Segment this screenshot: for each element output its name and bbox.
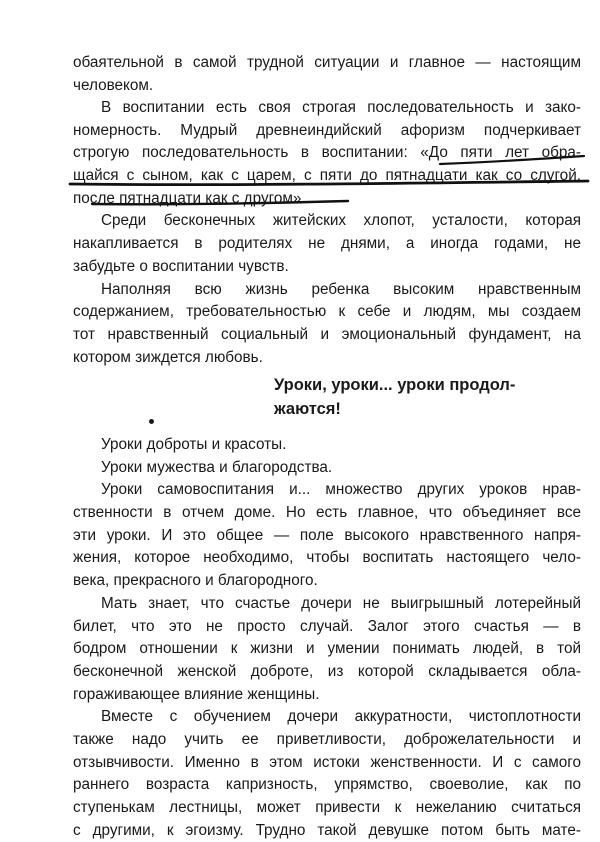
text-line: ственности в отчем доме. Но есть главное, что объединяет все bbox=[73, 504, 581, 522]
text-line: отзывчивости. Именно в этом истоки женственности. И с самого bbox=[73, 753, 581, 771]
text-line: ступенькам лестницы, может привести к нежеланию считаться bbox=[73, 799, 581, 816]
paragraphs-upbringing bbox=[73, 97, 581, 369]
heading-line: Уроки, уроки... уроки продол- bbox=[274, 376, 516, 394]
text-line: номерность. Мудрый древнеиндийский афоризм подчеркивает bbox=[73, 121, 581, 139]
text-line: обаятельной в самой трудной ситуации и главное — настоящим bbox=[73, 54, 581, 71]
text-line: бесконечной женской доброте, из которой складывается обла- bbox=[73, 662, 581, 680]
text-line: тот нравственный социальный и эмоциональный фундамент, на bbox=[73, 325, 581, 343]
text-line: также надо учить ее приветливости, доброжелательности и bbox=[73, 730, 581, 748]
section-heading bbox=[274, 373, 584, 421]
text-line: накапливается в родителях не днями, а иногда годами, не bbox=[73, 235, 581, 253]
text-line: после пятнадцати как с другом». bbox=[73, 189, 306, 207]
text-line: Уроки мужества и благородства. bbox=[101, 458, 333, 476]
text-line: Мать знает, что счастье дочери не выигрышный лотерейный bbox=[101, 594, 581, 612]
text-line: бодром отношении к жизни и умении понимать людей, в той bbox=[73, 640, 581, 658]
text-line: строгую последовательность в воспитании: «До пяти лет обра- bbox=[73, 144, 581, 162]
text-line: раннего возраста капризность, упрямство, своеволие, как по bbox=[73, 776, 581, 794]
text-line: эти уроки. И это общее — поле высокого нравственного напря- bbox=[73, 526, 581, 544]
heading-line: жаются! bbox=[274, 400, 341, 418]
text-line: человеком. bbox=[73, 76, 154, 94]
text-line: с другими, к эгоизму. Трудно такой девушке потом быть мате- bbox=[73, 821, 581, 839]
text-line: жения, которое необходимо, чтобы воспитать настоящего чело- bbox=[73, 549, 581, 567]
paragraph-continuation bbox=[73, 52, 581, 97]
text-line: содержанием, требовательностью к себе и людям, мы создаем bbox=[73, 303, 581, 321]
paragraphs-lessons bbox=[73, 434, 581, 842]
text-line: билет, что это не просто случай. Залог этого счастья — в bbox=[73, 617, 581, 635]
ink-dot bbox=[149, 419, 154, 424]
text-line: Уроки самовоспитания и... множество других уроков нрав- bbox=[101, 481, 581, 499]
text-line: котором зиждется любовь. bbox=[73, 348, 263, 366]
text-line: забудьте о воспитании чувств. bbox=[73, 257, 289, 275]
text-line: щайся с сыном, как с царем, с пяти до пятнадцати как со слугой, bbox=[73, 167, 581, 185]
text-line: Наполняя всю жизнь ребенка высоким нравственным bbox=[101, 280, 581, 298]
text-line: Вместе с обучением дочери аккуратности, чистоплотности bbox=[101, 708, 581, 726]
text-line: В воспитании есть своя строгая последовательность и зако- bbox=[101, 99, 581, 116]
text-line: Среди бесконечных житейских хлопот, усталости, которая bbox=[101, 212, 581, 230]
text-line: Уроки доброты и красоты. bbox=[101, 436, 287, 453]
text-line: гораживающее влияние женщины. bbox=[73, 685, 320, 703]
text-line: века, прекрасного и благородного. bbox=[73, 572, 318, 590]
